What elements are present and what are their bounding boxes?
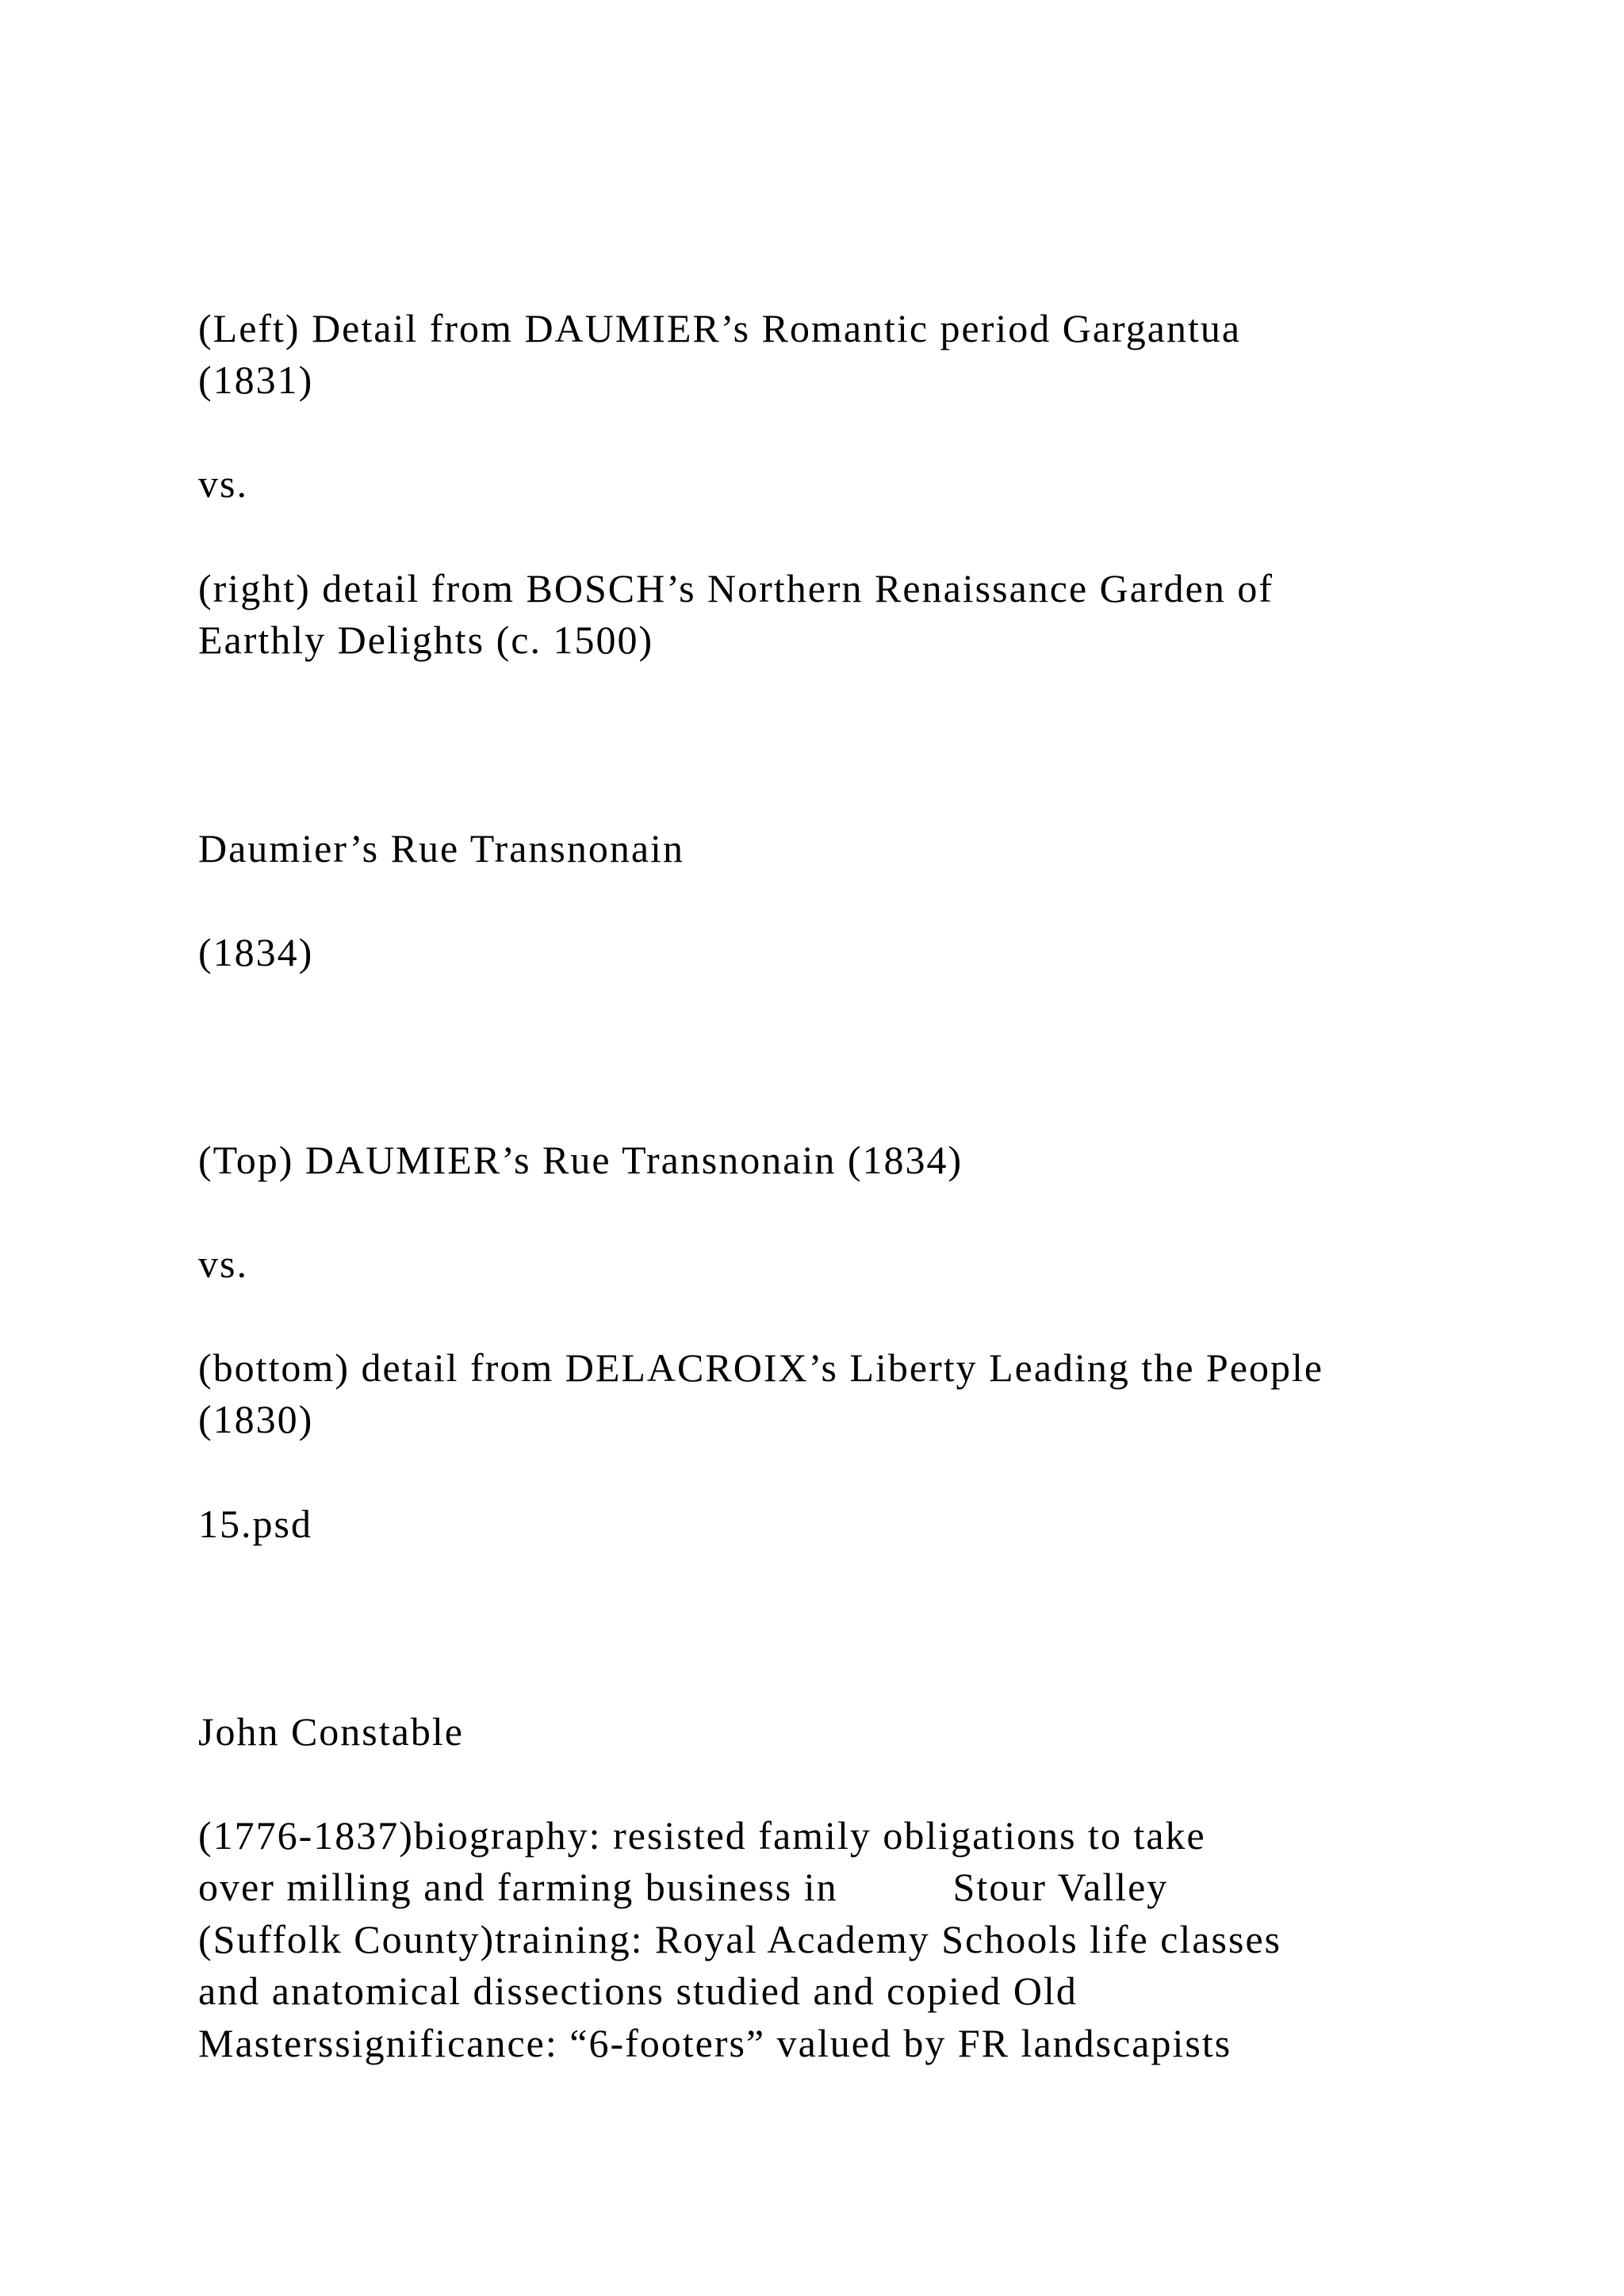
constable-bio-line-2: over milling and farming business in Stour Valley — [198, 1865, 1169, 1909]
versus-text-1: vs. — [198, 461, 248, 506]
caption-left-daumier-line-2: (1831) — [198, 358, 314, 402]
caption-right-bosch-line-1: (right) detail from BOSCH’s Northern Renaissance Garden of — [198, 566, 1274, 610]
caption-top-daumier: (Top) DAUMIER’s Rue Transnonain (1834) — [198, 1138, 963, 1182]
constable-bio-line-5: Masterssignificance: “6-footers” valued by FR landscapists — [198, 2021, 1232, 2065]
constable-bio-line-3: (Suffolk County)training: Royal Academy Schools life classes — [198, 1917, 1282, 1961]
title-rue-transnonain: Daumier’s Rue Transnonain — [198, 826, 684, 871]
date-1834: (1834) — [198, 930, 314, 974]
filename-text: 15.psd — [198, 1502, 312, 1546]
caption-left-daumier-line-1: (Left) Detail from DAUMIER’s Romantic period Gargantua — [198, 306, 1242, 350]
caption-bottom-delacroix-line-1: (bottom) detail from DELACROIX’s Liberty Leading the People — [198, 1345, 1324, 1390]
caption-bottom-delacroix-line-2: (1830) — [198, 1397, 314, 1441]
heading-john-constable: John Constable — [198, 1709, 464, 1754]
constable-bio-line-4: and anatomical dissections studied and copied Old — [198, 1969, 1078, 2013]
constable-bio-line-1: (1776-1837)biography: resisted family obligations to take — [198, 1813, 1206, 1858]
caption-right-bosch-line-2: Earthly Delights (c. 1500) — [198, 618, 654, 662]
versus-text-2: vs. — [198, 1242, 248, 1286]
